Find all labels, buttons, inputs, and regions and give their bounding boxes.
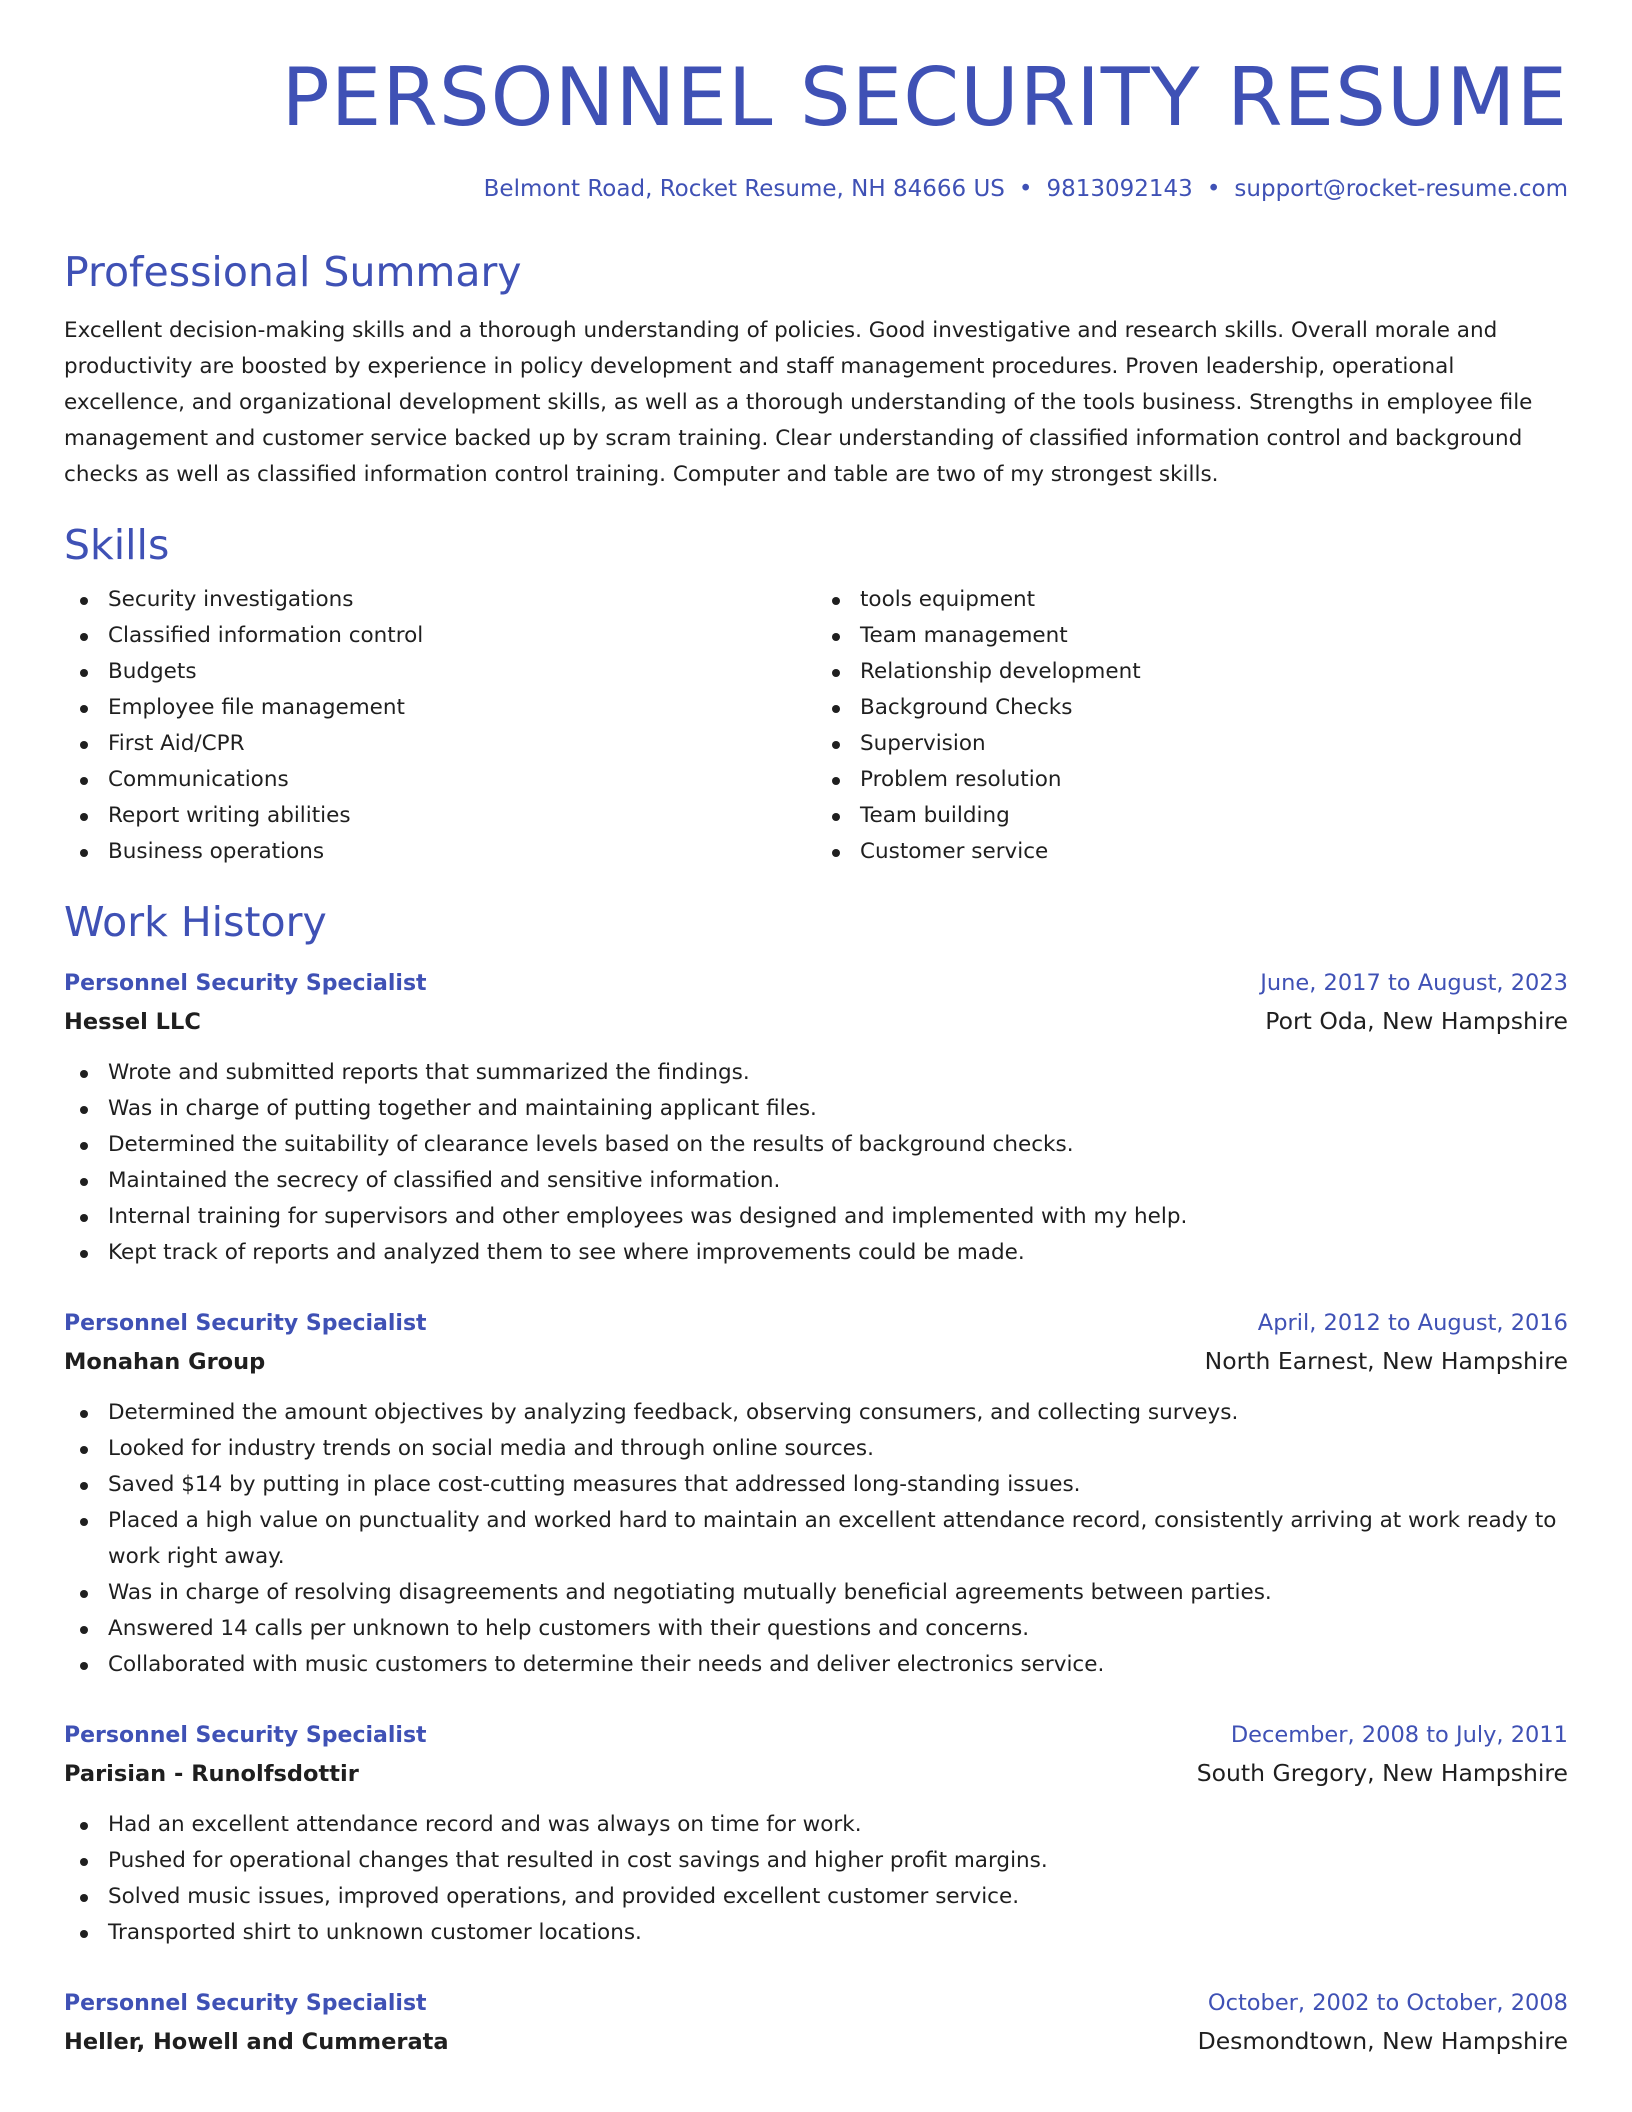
job-subheader (64, 2022, 1568, 2061)
job-duties (64, 1807, 1568, 1951)
contact-line (64, 176, 1568, 204)
duty-item: Wrote and submitted reports that summarized the findings. (108, 1055, 1568, 1091)
skill-item: tools equipment (860, 582, 1568, 618)
job-header (64, 1717, 1568, 1754)
job-title: Personnel Security Specialist (64, 971, 427, 997)
skill-item: Team building (860, 798, 1568, 834)
job-entry (64, 1717, 1568, 1951)
job-entry (64, 1985, 1568, 2061)
job-subheader (64, 1002, 1568, 1041)
job-location: North Earnest, New Hampshire (1204, 1347, 1568, 1376)
skill-item: Report writing abilities (108, 798, 816, 834)
job-dates: December, 2008 to July, 2011 (1230, 1722, 1568, 1749)
job-subheader (64, 1754, 1568, 1793)
duty-item: Determined the amount objectives by analyzing feedback, observing consumers, and collecting surveys. (108, 1395, 1568, 1431)
skills-column-left (64, 582, 816, 870)
duty-item: Solved music issues, improved operations, and provided excellent customer service. (108, 1879, 1568, 1915)
company-name: Heller, Howell and Cummerata (64, 2029, 449, 2056)
duty-item: Transported shirt to unknown customer locations. (108, 1915, 1568, 1951)
resume-title: PERSONNEL SECURITY RESUME (281, 51, 1568, 144)
skill-item: Security investigations (108, 582, 816, 618)
job-dates: October, 2002 to October, 2008 (1207, 1990, 1568, 2017)
skill-item: Problem resolution (860, 762, 1568, 798)
skills-list (64, 582, 1568, 870)
job-header (64, 1305, 1568, 1342)
summary-heading: Professional Summary (64, 247, 522, 296)
skill-item: Employee file management (108, 690, 816, 726)
contact-separator: • (1018, 176, 1033, 202)
duty-item: Saved $14 by putting in place cost-cutting measures that addressed long-standing issues. (108, 1467, 1568, 1503)
job-title: Personnel Security Specialist (64, 1311, 427, 1337)
duty-item: Maintained the secrecy of classified and sensitive information. (108, 1163, 1568, 1199)
job-entry (64, 1305, 1568, 1683)
skill-item: Team management (860, 618, 1568, 654)
skill-item: Relationship development (860, 654, 1568, 690)
work-history-heading: Work History (64, 897, 327, 946)
skills-column-right (816, 582, 1568, 870)
skill-item: Supervision (860, 726, 1568, 762)
duty-item: Collaborated with music customers to determine their needs and deliver electronics service. (108, 1647, 1568, 1683)
job-dates: April, 2012 to August, 2016 (1257, 1310, 1568, 1337)
job-title: Personnel Security Specialist (64, 1991, 427, 2017)
job-location: Desmondtown, New Hampshire (1197, 2027, 1568, 2056)
job-entry (64, 965, 1568, 1271)
skill-item: Business operations (108, 834, 816, 870)
skill-item: Background Checks (860, 690, 1568, 726)
summary-text: Excellent decision-making skills and a thorough understanding of policies. Good investigative and research skills. Overall morale and productivity are boosted by experience in policy development and staff management procedures. Proven leadership, operational excellence, and organizational development skills, as well as a thorough understanding of the tools business. Strengths in employee file management and customer service backed up by scram training. Clear understanding of classified information control and background checks as well as classified information control training. Computer and table are two of my strongest skills. (64, 317, 1533, 487)
duty-item: Was in charge of putting together and maintaining applicant files. (108, 1091, 1568, 1127)
duty-item: Determined the suitability of clearance levels based on the results of background checks. (108, 1127, 1568, 1163)
duty-item: Placed a high value on punctuality and worked hard to maintain an excellent attendance record, consistently arriving at work ready to work right away. (108, 1503, 1568, 1575)
duty-item: Kept track of reports and analyzed them to see where improvements could be made. (108, 1235, 1568, 1271)
job-location: South Gregory, New Hampshire (1196, 1759, 1568, 1788)
job-header (64, 965, 1568, 1002)
skill-item: Customer service (860, 834, 1568, 870)
resume-page (64, 0, 1568, 2061)
email: support@rocket-resume.com (1234, 176, 1568, 202)
company-name: Monahan Group (64, 1349, 266, 1376)
skill-item: Communications (108, 762, 816, 798)
skill-item: Budgets (108, 654, 816, 690)
duty-item: Was in charge of resolving disagreements and negotiating mutually beneficial agreements between parties. (108, 1575, 1568, 1611)
duty-item: Answered 14 calls per unknown to help customers with their questions and concerns. (108, 1611, 1568, 1647)
duty-item: Had an excellent attendance record and was always on time for work. (108, 1807, 1568, 1843)
job-duties (64, 1395, 1568, 1683)
address: Belmont Road, Rocket Resume, NH 84666 US (483, 176, 1005, 202)
company-name: Hessel LLC (64, 1009, 201, 1036)
job-title: Personnel Security Specialist (64, 1723, 427, 1749)
contact-separator: • (1206, 176, 1221, 202)
job-location: Port Oda, New Hampshire (1265, 1007, 1568, 1036)
skill-item: Classified information control (108, 618, 816, 654)
skills-heading: Skills (64, 520, 170, 569)
job-subheader (64, 1342, 1568, 1381)
skill-item: First Aid/CPR (108, 726, 816, 762)
job-dates: June, 2017 to August, 2023 (1260, 970, 1568, 997)
duty-item: Pushed for operational changes that resulted in cost savings and higher profit margins. (108, 1843, 1568, 1879)
job-duties (64, 1055, 1568, 1271)
company-name: Parisian - Runolfsdottir (64, 1761, 359, 1788)
duty-item: Internal training for supervisors and other employees was designed and implemented with my help. (108, 1199, 1568, 1235)
phone: 9813092143 (1046, 176, 1193, 202)
duty-item: Looked for industry trends on social media and through online sources. (108, 1431, 1568, 1467)
job-header (64, 1985, 1568, 2022)
